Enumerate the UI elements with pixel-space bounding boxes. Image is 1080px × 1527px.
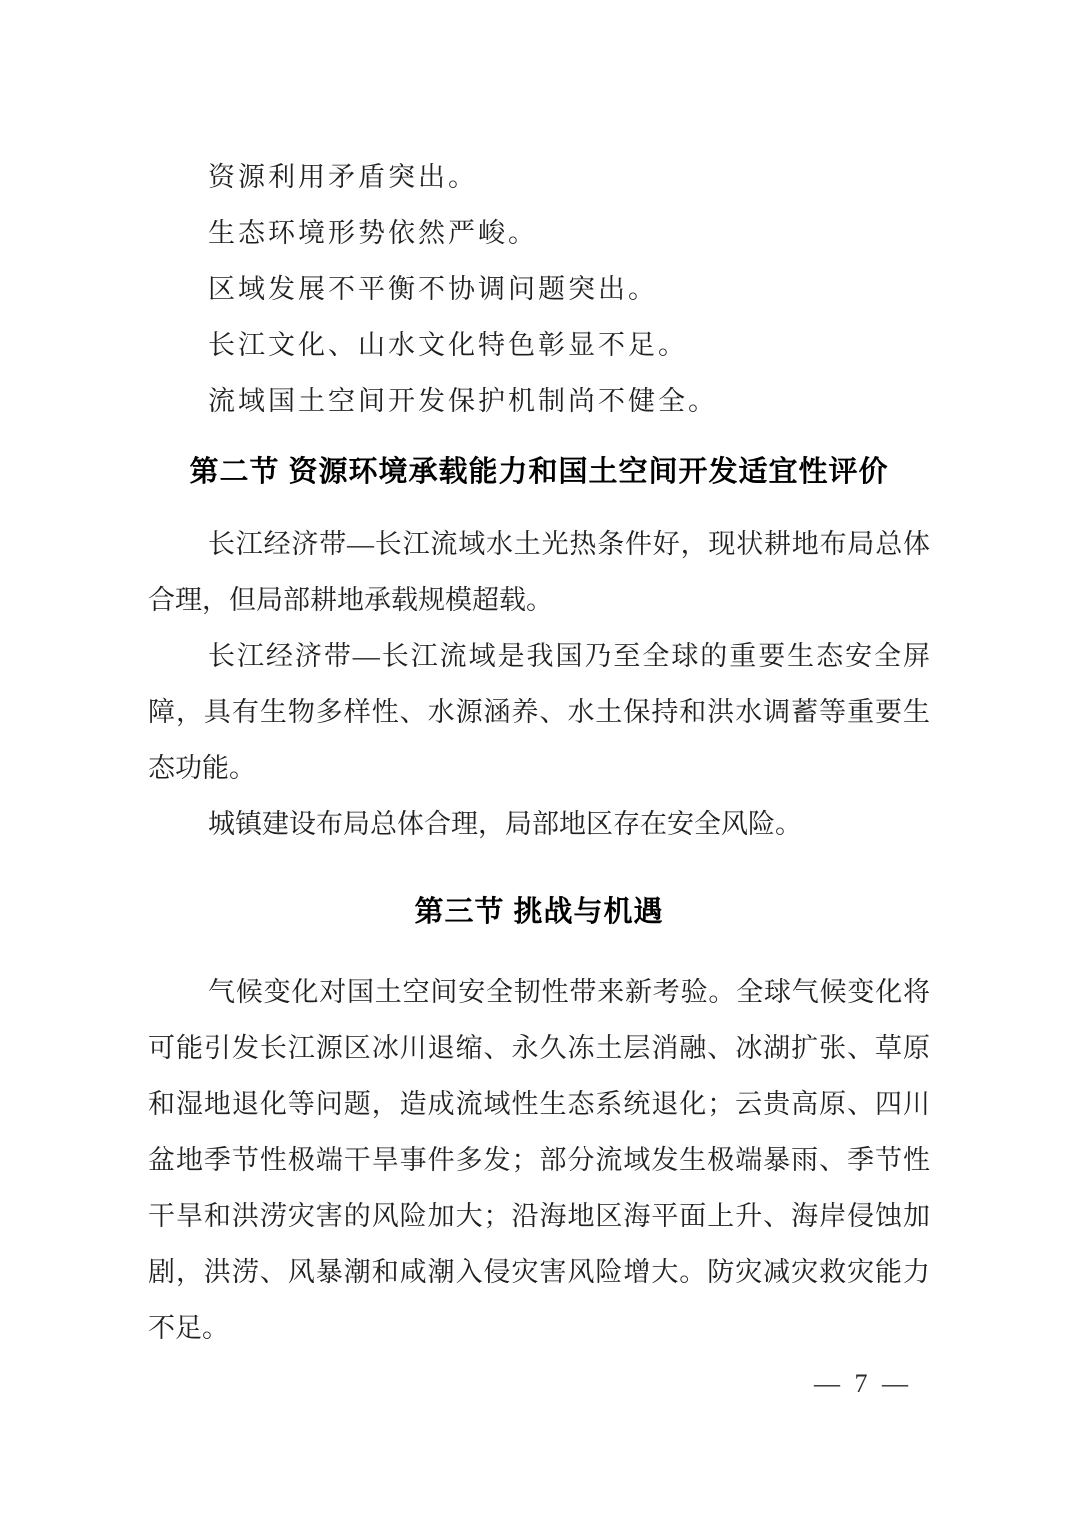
paragraph-line: 干旱和洪涝灾害的风险加大；沿海地区海平面上升、海岸侵蚀加 [148,1201,930,1231]
paragraph-line: 盆地季节性极端干旱事件多发；部分流域发生极端暴雨、季节性 [148,1145,930,1175]
paragraph-line: 障，具有生物多样性、水源涵养、水土保持和洪水调蓄等重要生 [148,697,930,727]
intro-line: 流域国土空间开发保护机制尚不健全。 [208,386,718,416]
paragraph-line: 剧，洪涝、风暴潮和咸潮入侵灾害风险增大。防灾减灾救灾能力 [148,1257,930,1287]
intro-line: 生态环境形势依然严峻。 [208,218,538,248]
intro-line: 长江文化、山水文化特色彰显不足。 [208,330,688,360]
section-heading-2: 第二节 资源环境承载能力和国土空间开发适宜性评价 [189,456,889,488]
paragraph-line: 城镇建设布局总体合理，局部地区存在安全风险。 [208,809,802,839]
paragraph-line: 可能引发长江源区冰川退缩、永久冻土层消融、冰湖扩张、草原 [148,1033,930,1063]
paragraph-line: 气候变化对国土空间安全韧性带来新考验。全球气候变化将 [208,977,930,1007]
page-number: — 7 — [814,1369,912,1398]
paragraph [148,964,930,1356]
paragraph [148,516,930,628]
section-heading-3: 第三节 挑战与机遇 [414,896,664,928]
paragraph [148,796,930,852]
paragraph-line: 长江经济带—长江流域是我国乃至全球的重要生态安全屏 [208,641,930,671]
paragraph-line: 长江经济带—长江流域水土光热条件好，现状耕地布局总体 [208,529,930,559]
paragraph-line: 合理，但局部耕地承载规模超载。 [148,585,553,615]
paragraph-line: 态功能。 [148,753,256,783]
document-content [148,149,930,1412]
paragraph [148,628,930,796]
intro-line: 区域发展不平衡不协调问题突出。 [208,274,658,304]
intro-line: 资源利用矛盾突出。 [208,162,478,192]
paragraph-line: 和湿地退化等问题，造成流域性生态系统退化；云贵高原、四川 [148,1089,930,1119]
paragraph-line: 不足。 [148,1313,229,1343]
